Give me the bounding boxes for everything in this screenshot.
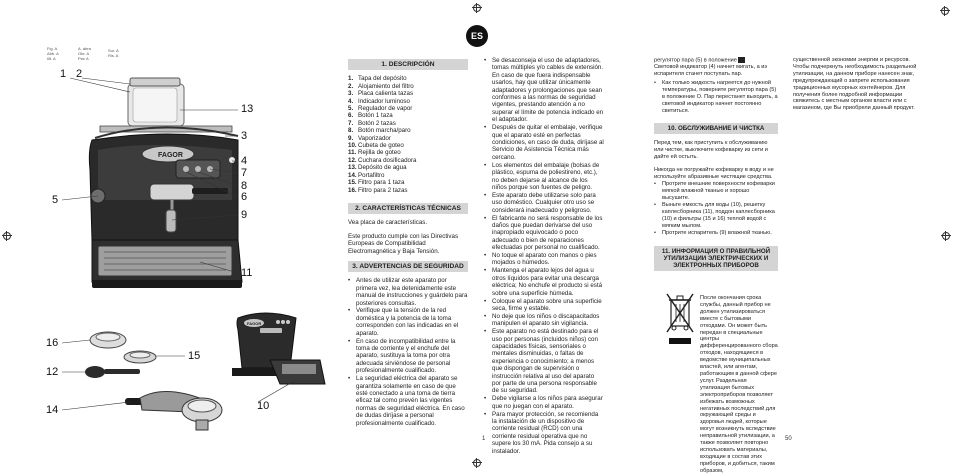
list-item: • Los elementos del embalaje (bolsas de plástico, espuma de poliestireno, etc.), no deben dejarse al alcance de los niños porque son fuentes de peligro. bbox=[484, 162, 604, 192]
callout-6: 6 bbox=[241, 191, 248, 203]
callout-7: 7 bbox=[241, 167, 248, 179]
tech-paragraph: Este producto cumple con las Directivas Europeas de Compatibilidad Electromagnética y Baja Tensión. bbox=[348, 232, 459, 255]
callout-8: 8 bbox=[241, 180, 248, 192]
list-item: 4. Indicador luminoso bbox=[348, 97, 410, 105]
language-badge: ES bbox=[466, 25, 488, 47]
list-item: • Antes de utilizar este aparato por primera vez, lea detenidamente este manual de instrucciones y guárdelo para posteriores consultas. bbox=[348, 277, 468, 307]
accessories-illustration bbox=[85, 332, 222, 430]
callout-13: 13 bbox=[241, 103, 254, 115]
callout-4: 4 bbox=[241, 155, 248, 167]
steam-instruction: регулятор пара (5) в положение bbox=[654, 57, 778, 64]
list-item: • Para mayor protección, se recomienda la instalación de un dispositivo de corriente residual (RCD) con una corriente residual operativa que no supere los 30 mA. Pida consejo a su instalador. bbox=[484, 411, 604, 455]
list-item: • Verifique que la tensión de la red doméstica y la potencia de la toma corresponden con las indicadas en el aparato. bbox=[348, 307, 468, 337]
page-number-right: 50 bbox=[785, 436, 792, 442]
steam-paragraph: Световой индикатор (4) начнет мигать, а из испарителя станет поступать пар. bbox=[654, 64, 767, 78]
corner-label-line: Ris. A bbox=[108, 53, 119, 58]
list-item: 8. Botón marcha/paro bbox=[348, 127, 411, 135]
callout-11: 11 bbox=[241, 267, 253, 279]
list-item: • Este aparato no está destinado para el uso por personas (incluidos niños) con capacidades físicas, sensoriales o mentales disminuidas, o faltas de experiencia o conocimiento; a menos que dispongan de supervisión o instrucción relativa al uso del aparato por parte de una persona responsable de su seguridad. bbox=[484, 328, 604, 395]
coffee-machine-illustration bbox=[89, 78, 242, 288]
callout-3: 3 bbox=[241, 130, 248, 142]
safety-list-continued bbox=[484, 57, 604, 455]
maintenance-list bbox=[654, 181, 778, 237]
corner-label-line: Obr. A bbox=[78, 51, 90, 56]
column-2 bbox=[484, 57, 604, 456]
tech-paragraph: Vea placa de características. bbox=[348, 219, 428, 227]
list-item: 16.Filtro para 2 tazas bbox=[348, 186, 408, 194]
section-title-maintenance: 10. ОБСЛУЖИВАНИЕ И ЧИСТКА bbox=[654, 123, 778, 134]
corner-label-line: Abb. A bbox=[47, 51, 59, 56]
callout-9: 9 bbox=[241, 209, 248, 221]
corner-label-line: A. ábra bbox=[78, 46, 91, 51]
list-item: • Se desaconseja el uso de adaptadores, tomas múltiples y/o cables de extensión. En caso de que fuera indispensable usarlos, hay que utilizar únicamente adaptadores y prolongaciones que sean conformes a las normas de seguridad vigentes, prestando atención a no superar el límite de potencia indicado en el adaptador. bbox=[484, 57, 604, 124]
list-item: 3. Placa calienta tazas bbox=[348, 90, 414, 98]
list-item: 15.Filtro para 1 taza bbox=[348, 179, 405, 187]
list-item: • Mantenga el aparato lejos del agua u otros líquidos para evitar una descarga eléctrica; No enchufe el producto si está sobre una superficie húmeda. bbox=[484, 267, 604, 297]
list-item: 1. Tapa del depósito bbox=[348, 75, 407, 83]
list-item: • No toque el aparato con manos o pies mojados o húmedos. bbox=[484, 252, 604, 267]
callout-5: 5 bbox=[52, 194, 59, 206]
column-3 bbox=[654, 57, 778, 276]
list-item: • Coloque el aparato sobre una superficie seca, firme y estable. bbox=[484, 298, 604, 313]
steam-symbol-icon bbox=[738, 57, 745, 63]
list-item: • No deje que los niños o discapacitados manipulen el aparato sin vigilancia. bbox=[484, 313, 604, 328]
list-item: 2. Alojamiento del filtro bbox=[348, 82, 414, 90]
corner-label-line: Sur. A bbox=[108, 48, 119, 53]
section-title-tech: 2. CARACTERÍSTICAS TÉCNICAS bbox=[348, 203, 468, 214]
svg-text:FAGOR: FAGOR bbox=[247, 321, 262, 326]
callout-16: 16 bbox=[46, 337, 59, 349]
list-item: • Протрите испаритель (9) влажной тканью. bbox=[654, 230, 778, 237]
callout-14: 14 bbox=[46, 404, 59, 416]
steam-list bbox=[654, 80, 778, 115]
disposal-paragraph: После окончания срока службы, данный прибор не должен утилизироваться вместе с бытовыми отходами. Он может быть передан в специальные центры дифференцированного сбора отходов, находящиеся в ведомстве муниципальных властей, или агентам, работающим в данной сфере услуг. Раздельная утилизация бытовых электроприборов позволяет избежать возможных негативных последствий для окружающей среды и здоровья людей, которые могут возникнуть вследствие неправильной утилизации, а также позволяет повторно использовать материалы, входящие в состав этих приборов, и добиться, таким образом, bbox=[700, 295, 778, 474]
list-item: • En caso de incompatibilidad entre la toma de corriente y el enchufe del aparato, sustituya la toma por otra adecuada sirviéndose de personal profesionalmente cualificado. bbox=[348, 338, 468, 375]
disposal-paragraph-continued: существенной экономии энергии и ресурсов. Чтобы подчеркнуть необходимость раздельной утилизации, на данном приборе нанесен знак, предупреждающий о запрете использования традиционных мусорных контейнеров. Для получения более подробной информации свяжитесь с местным органом власти или с магазином, где Вы приобрели данный продукт. bbox=[793, 57, 917, 112]
corner-label-line: Рис А bbox=[78, 56, 89, 61]
list-item: 14.Portafiltro bbox=[348, 171, 385, 179]
column-4 bbox=[793, 57, 919, 112]
callout-12: 12 bbox=[46, 366, 59, 378]
section-title-safety: 3. ADVERTENCIAS DE SEGURIDAD bbox=[348, 261, 468, 272]
callout-10: 10 bbox=[257, 400, 270, 412]
svg-text:FAGOR: FAGOR bbox=[158, 152, 183, 159]
drip-tray-illustration bbox=[232, 313, 325, 402]
list-item: 10.Cubeta de goteo bbox=[348, 142, 404, 150]
list-item: • Debe vigilarse a los niños para asegurar que no juegan con el aparato. bbox=[484, 395, 604, 410]
list-item: 12.Cuchara dosificadora bbox=[348, 156, 417, 164]
safety-list bbox=[348, 277, 468, 427]
list-item: • El fabricante no será responsable de los daños que puedan derivarse del uso inapropiado equivocado o poco adecuado o bien de reparaciones efectuadas por personal no cualificado. bbox=[484, 215, 604, 252]
maintenance-paragraph: Никогда не погружайте кофеварку в воду и не используйте абразивные чистящие средства. bbox=[654, 167, 774, 181]
corner-label-line: Illt. A bbox=[47, 56, 56, 61]
section-title-description: 1. DESCRIPCIÓN bbox=[348, 59, 468, 70]
list-item: • La seguridad eléctrica del aparato se garantiza solamente en caso de que esté conectado a una toma de tierra eficaz tal como prevén las vigentes normas de seguridad eléctrica. En caso de dudas diríjase a personal profesionalmente cualificado. bbox=[348, 375, 468, 427]
list-item: 6. Botón 1 taza bbox=[348, 112, 393, 120]
callout-15: 15 bbox=[188, 350, 201, 362]
callout-2: 2 bbox=[76, 68, 83, 80]
callout-1: 1 bbox=[60, 68, 67, 80]
page-number-left: 1 bbox=[482, 436, 486, 442]
list-item: 9. Vaporizador bbox=[348, 134, 391, 142]
column-1 bbox=[348, 57, 468, 427]
list-item: • Выньте емкость для воды (10), решетку каплесборника (11), поддон каплесборника (10) и фильтры (15 и 16) теплой водой с мягким мылом. bbox=[654, 202, 778, 230]
list-item: • Как только жидкость нагреется до нужной температуры, поверните регулятор пара (5) в положение O. Пар перестанет выходить, а световой индикатор начнет постоянно светиться. bbox=[654, 80, 778, 115]
parts-list bbox=[348, 75, 468, 194]
section-title-disposal: 11. ИНФОРМАЦИЯ О ПРАВИЛЬНОЙ УТИЛИЗАЦИИ ЭЛЕКТРИЧЕСКИХ И ЭЛЕКТРОННЫХ ПРИБОРОВ bbox=[654, 246, 778, 272]
list-item: • Después de quitar el embalaje, verifique que el aparato esté en perfectas condiciones, en caso de duda, diríjase al Servicio de Asistencia Técnica más cercano. bbox=[484, 124, 604, 161]
list-item: 5. Regulador de vapor bbox=[348, 105, 413, 113]
list-item: • Este aparato debe utilizarse solo para uso doméstico. Cualquier otro uso se considerará inadecuado y peligroso. bbox=[484, 192, 604, 214]
maintenance-paragraph: Перед тем, как приступить к обслуживанию или чистке, выключите кофеварку из сети и дайте ей остыть. bbox=[654, 140, 768, 161]
list-item: 11. Rejilla de goteo bbox=[348, 149, 401, 157]
disposal-text-block bbox=[654, 295, 778, 475]
list-item: • Протрите внешние поверхности кофеварки мягкой влажной тканью и хорошо высушите. bbox=[654, 181, 778, 202]
corner-label-line: Fig. A bbox=[47, 46, 58, 51]
list-item: 13.Depósito de agua bbox=[348, 164, 407, 172]
list-item: 7. Botón 2 tazas bbox=[348, 119, 396, 127]
